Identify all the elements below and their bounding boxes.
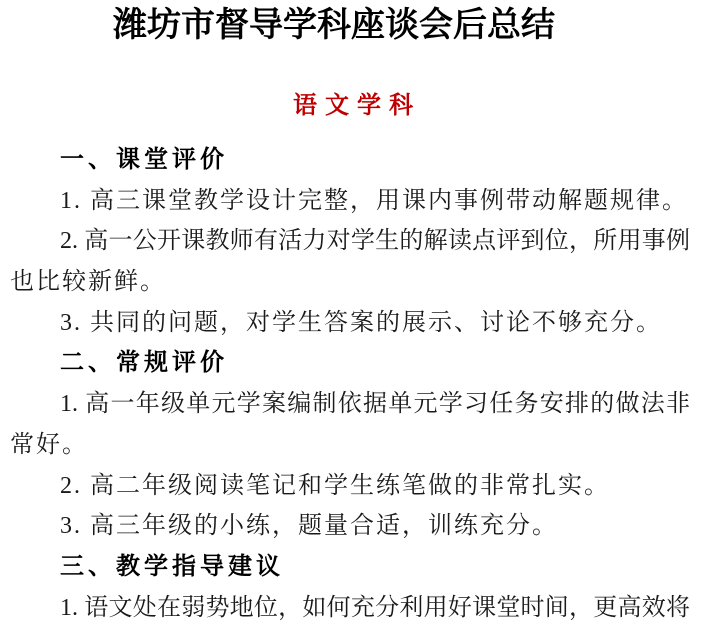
section-heading: 二、常规评价 (60, 349, 228, 377)
paragraph-line: 3. 高三年级的小练，题量合适，训练充分。 (60, 513, 558, 540)
document-subtitle: 语文学科 (293, 93, 421, 119)
section-heading: 三、教学指导建议 (60, 552, 284, 580)
document-lines (10, 140, 706, 628)
paragraph-line: 常好。 (10, 431, 88, 458)
paragraph-line: 1. 高一年级单元学案编制依据单元学习任务安排的做法非 (60, 391, 690, 418)
document-title: 潍坊市督导学科座谈会后总结 (113, 7, 555, 44)
paragraph-line: 2. 高二年级阅读笔记和学生练笔做的非常扎实。 (60, 472, 610, 499)
paragraph-line: 1. 高三课堂教学设计完整，用课内事例带动解题规律。 (60, 187, 688, 214)
paragraph-line: 3. 共同的问题，对学生答案的展示、讨论不够充分。 (60, 309, 662, 336)
paragraph-line: 2. 高一公开课教师有活力对学生的解读点评到位，所用事例 (60, 228, 690, 255)
section-heading: 一、课堂评价 (60, 146, 228, 173)
paragraph-line: 1. 语文处在弱势地位，如何充分利用好课堂时间，更高效将 (60, 594, 690, 621)
paragraph-line: 也比较新鲜。 (10, 269, 166, 296)
